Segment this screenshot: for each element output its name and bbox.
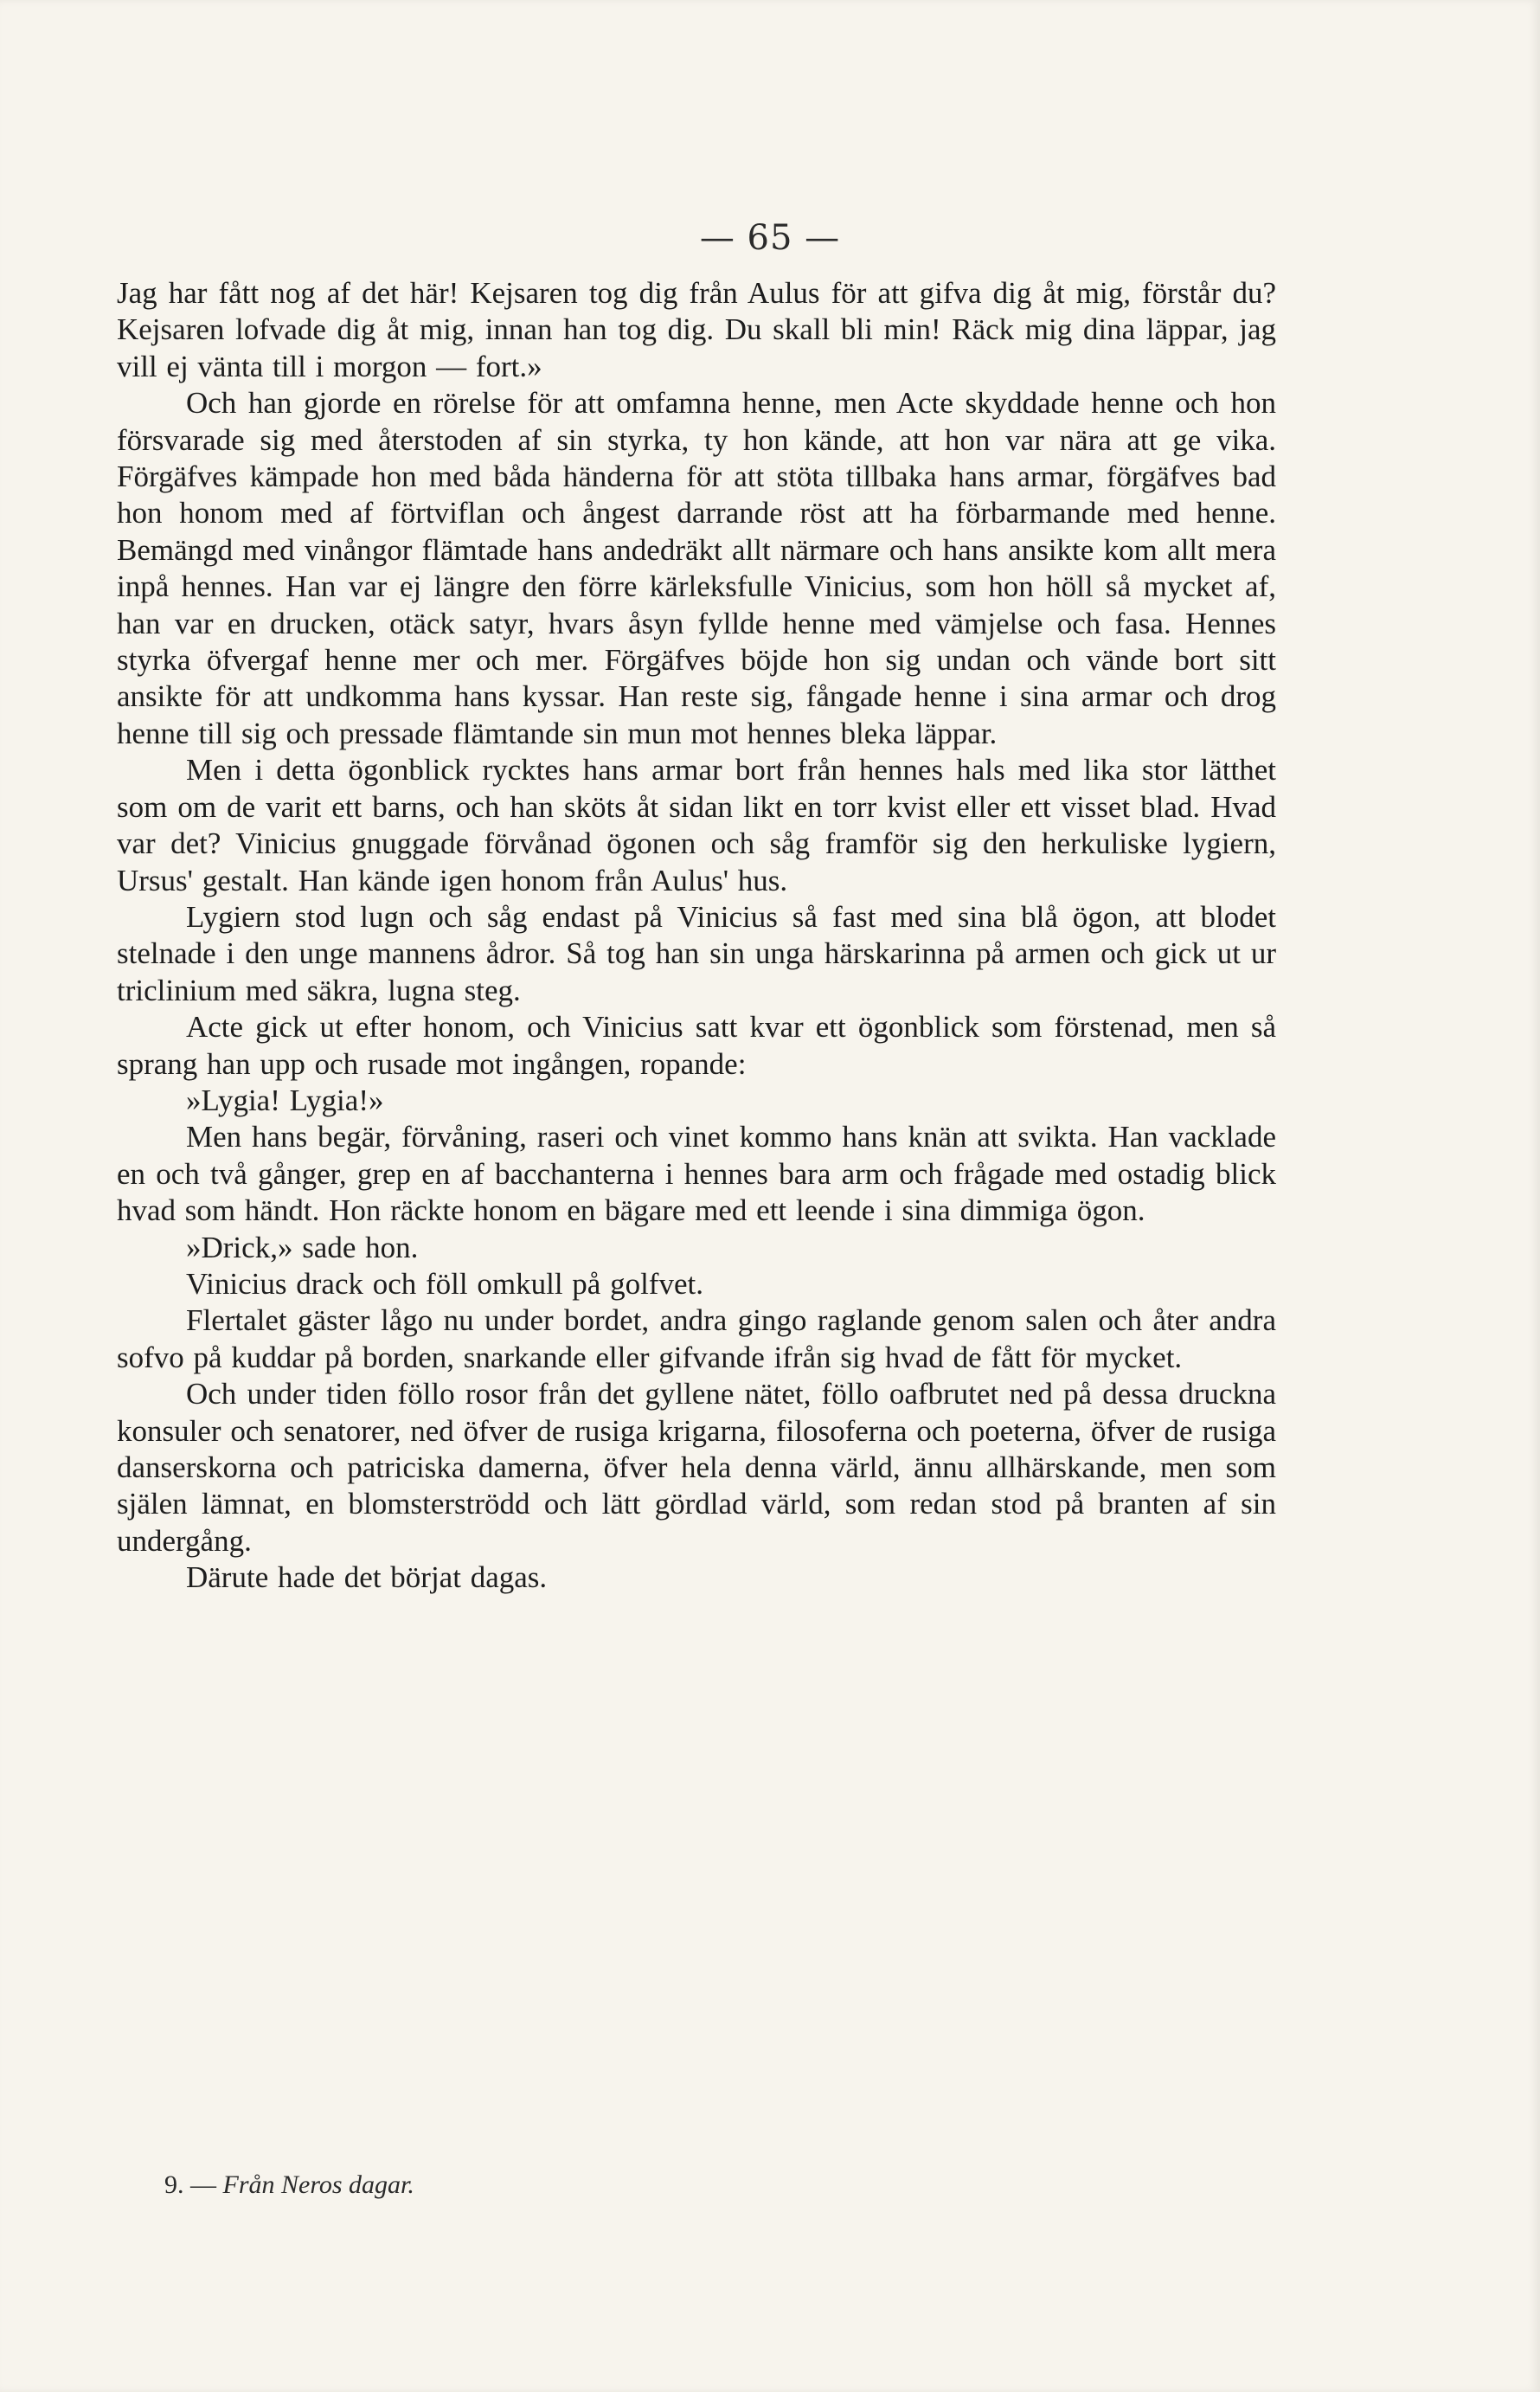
paragraph: Vinicius drack och föll omkull på golfvet. <box>186 1266 703 1301</box>
paragraph: Och under tiden föllo rosor från det gyllene nätet, föllo oafbrutet ned på dessa druckna konsuler och senatorer, ned öfver de rusiga krigarna, filosoferna och poeterna, öfver de rusiga danserskorna och patriciska damerna, öfver hela denna värld, ännu allhärskande, men som själen lämnat, en blomsterströdd och lätt gördlad värld, som redan stod på branten af sin undergång. <box>117 1377 1276 1558</box>
paragraph: »Drick,» sade hon. <box>186 1230 419 1264</box>
paragraph: Flertalet gäster lågo nu under bordet, andra gingo raglande genom salen och åter andra sofvo på kuddar på borden, snarkande eller gifvande ifrån sig hvad de fått för mycket. <box>117 1303 1276 1374</box>
page-number: — 65 — <box>699 218 841 258</box>
paragraph: »Lygia! Lygia!» <box>186 1083 384 1117</box>
paragraph: Jag har fått nog af det här! Kejsaren tog dig från Aulus för att gifva dig åt mig, förstår du? Kejsaren lofvade dig åt mig, innan han tog dig. Du skall bli min! Räck mig dina läppar, jag vill ej vänta till i morgon — fort.» <box>117 276 1276 383</box>
paragraph: Och han gjorde en rörelse för att omfamna henne, men Acte skyddade henne och hon försvarade sig med återstoden af sin styrka, ty hon kände, att hon var nära att ge vika. Förgäfves kämpade hon med båda händerna för att stöta tillbaka hans armar, förgäfves bad hon honom med af förtviflan och ångest darrande röst att ha förbarmande med henne. Bemängd med vinångor flämtade hans andedräkt allt närmare och hans ansikte kom allt mera inpå hennes. Han var ej längre den förre kärleksfulle Vinicius, som hon höll så mycket af, han var en drucken, otäck satyr, hvars åsyn fyllde henne med vämjelse och fasa. Hennes styrka öfvergaf henne mer och mer. Förgäfves böjde hon sig undan och vände bort sitt ansikte för att undkomma hans kyssar. Han reste sig, fångade henne i sina armar och drog henne till sig och pressade flämtande sin mun mot hennes bleka läppar. <box>117 386 1276 750</box>
signature-mark: 9. — <box>164 2170 216 2199</box>
paragraph: Men hans begär, förvåning, raseri och vinet kommo hans knän att svikta. Han vacklade en och två gånger, grep en af bacchanterna i hennes bara arm och frågade med ostadig blick hvad som händt. Hon räckte honom en bägare med ett leende i sina dimmiga ögon. <box>117 1120 1276 1228</box>
paragraph: Acte gick ut efter honom, och Vinicius satt kvar ett ögonblick som förstenad, men så sprang han upp och rusade mot ingången, ropande: <box>117 1010 1276 1081</box>
paragraph: Men i detta ögonblick rycktes hans armar bort från hennes hals med lika stor lätthet som om de varit ett barns, och han sköts åt sidan likt en torr kvist eller ett visset blad. Hvad var det? Vinicius gnuggade förvånad ögonen och såg framför sig den herkuliske lygiern, Ursus' gestalt. Han kände igen honom från Aulus' hus. <box>117 753 1276 897</box>
book-title: Från Neros dagar. <box>222 2170 414 2199</box>
body-text <box>117 275 1276 1597</box>
paragraph: Därute hade det börjat dagas. <box>186 1560 548 1595</box>
page-footer <box>164 2170 414 2200</box>
paragraph: Lygiern stod lugn och såg endast på Vinicius så fast med sina blå ögon, att blodet stelnade i den unge mannens ådror. Så tog han sin unga härskarinna på armen och gick ut ur triclinium med säkra, lugna steg. <box>117 899 1276 1007</box>
